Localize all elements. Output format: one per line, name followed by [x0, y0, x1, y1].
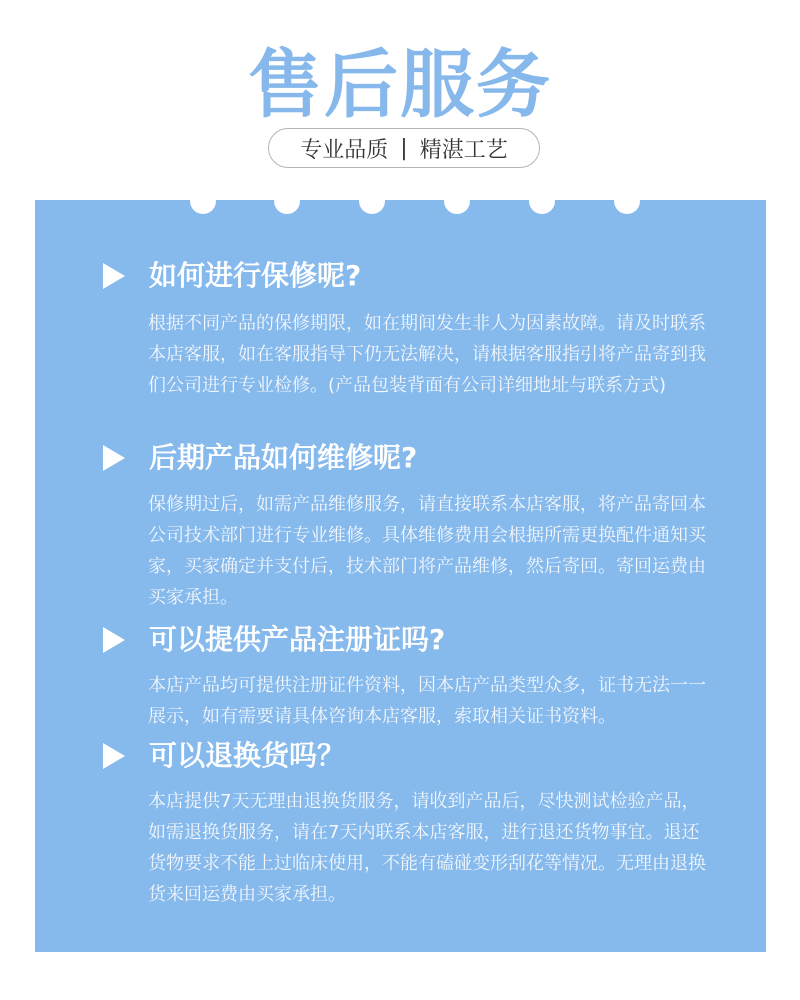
faq-answer: 根据不同产品的保修期限，如在期间发生非人为因素故障。请及时联系本店客服，如在客服指导下仍无法解决，请根据客服指引将产品寄到我们公司进行专业检修。(产品包装背面有公司详细地址与联系方式): [148, 313, 706, 396]
faq-question: 可以提供产品注册证吗?: [149, 623, 446, 656]
subtitle-left: 专业品质: [300, 137, 389, 163]
binding-hole: [444, 188, 470, 214]
binding-hole: [614, 188, 640, 214]
faq-panel: [35, 200, 766, 952]
triangle-right-icon: [103, 445, 125, 471]
faq-answer: 本店产品均可提供注册证件资料，因本店产品类型众多，证书无法一一展示，如有需要请具体咨询本店客服，索取相关证书资料。: [148, 675, 706, 727]
binding-hole: [190, 188, 216, 214]
faq-question-row: [103, 440, 417, 476]
binding-hole: [529, 188, 555, 214]
binding-hole: [274, 188, 300, 214]
faq-question-row: [103, 258, 361, 294]
faq-question: 后期产品如何维修呢?: [149, 441, 418, 474]
subtitle-right: 精湛工艺: [419, 137, 508, 163]
faq-question: 如何进行保修呢?: [149, 259, 362, 292]
binding-hole: [359, 188, 385, 214]
subtitle-separator: |: [400, 135, 408, 161]
triangle-right-icon: [103, 627, 125, 653]
faq-answer: 保修期过后，如需产品维修服务，请直接联系本店客服，将产品寄回本公司技术部门进行专业维修。具体维修费用会根据所需更换配件通知买家，买家确定并支付后，技术部门将产品维修，然后寄回。寄回运费由买家承担。: [148, 494, 706, 608]
faq-answer: 本店提供7天无理由退换货服务，请收到产品后，尽快测试检验产品，如需退换货服务，请在7天内联系本店客服，进行退还货物事宜。退还货物要求不能上过临床使用，不能有磕碰变形刮花等情况。无理由退换货来回运费由买家承担。: [148, 791, 706, 905]
triangle-right-icon: [103, 263, 125, 289]
binding-holes: [35, 188, 766, 212]
faq-question-row: [103, 622, 445, 658]
triangle-right-icon: [103, 743, 125, 769]
subtitle-badge: [268, 128, 540, 168]
faq-question: 可以退换货吗？: [149, 739, 346, 772]
faq-question-row: [103, 738, 345, 774]
page-title: 售后服务: [248, 42, 552, 128]
